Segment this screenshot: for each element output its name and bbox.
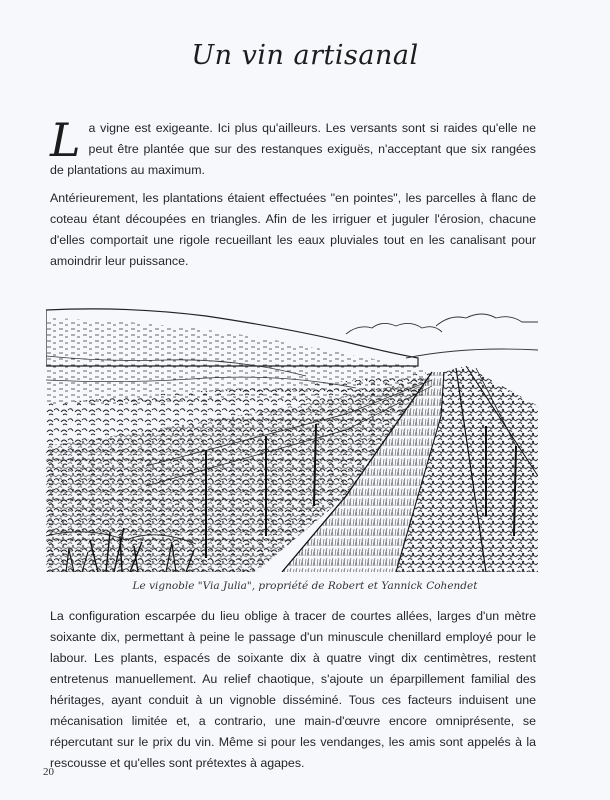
- drop-cap: L: [50, 113, 81, 167]
- illustration-caption: Le vignoble "Via Julia", propriété de Robert et Yannick Cohendet: [132, 580, 478, 592]
- page-title: Un vin artisanal: [191, 40, 419, 71]
- paragraph-configuration: La configuration escarpée du lieu oblige à tracer de courtes allées, larges d'un mètre soixante dix, permettant à peine le passage d'un minuscule chenillard employé pour le labour. Les plants, espacés de soixante dix à quatre vingt dix centimètres, restent entretenus manuellement. Au relief chaotique, s'ajoute un éparpillement familial des héritages, ayant conduit à un vignoble disséminé. Tous ces facteurs induisent une mécanisation limitée et, a contrario, une main-d'œuvre encore omniprésente, se répercutant sur le prix du vin. Même si pour les vendanges, les amis sont appelés à la rescousse et qu'elles sont prétextes à agapes.: [50, 609, 536, 770]
- page-number: 20: [43, 766, 54, 778]
- paragraph-history: Antérieurement, les plantations étaient effectuées "en pointes", les parcelles à flanc de coteau étant découpées en triangles. Afin de les irriguer et juguler l'érosion, chacune d'elles comportait une rigole recueillant les eaux pluviales tout en les canalisant pour amoindrir leur puissance.: [50, 191, 536, 268]
- paragraph-intro-text: a vigne est exigeante. Ici plus qu'ailleurs. Les versants sont si raides qu'elle ne peut être plantée que sur des restanques exiguës, n'acceptant que six rangées de plantations au maximum.: [50, 121, 536, 177]
- vineyard-illustration: [46, 296, 538, 572]
- paragraph-intro: [50, 113, 536, 181]
